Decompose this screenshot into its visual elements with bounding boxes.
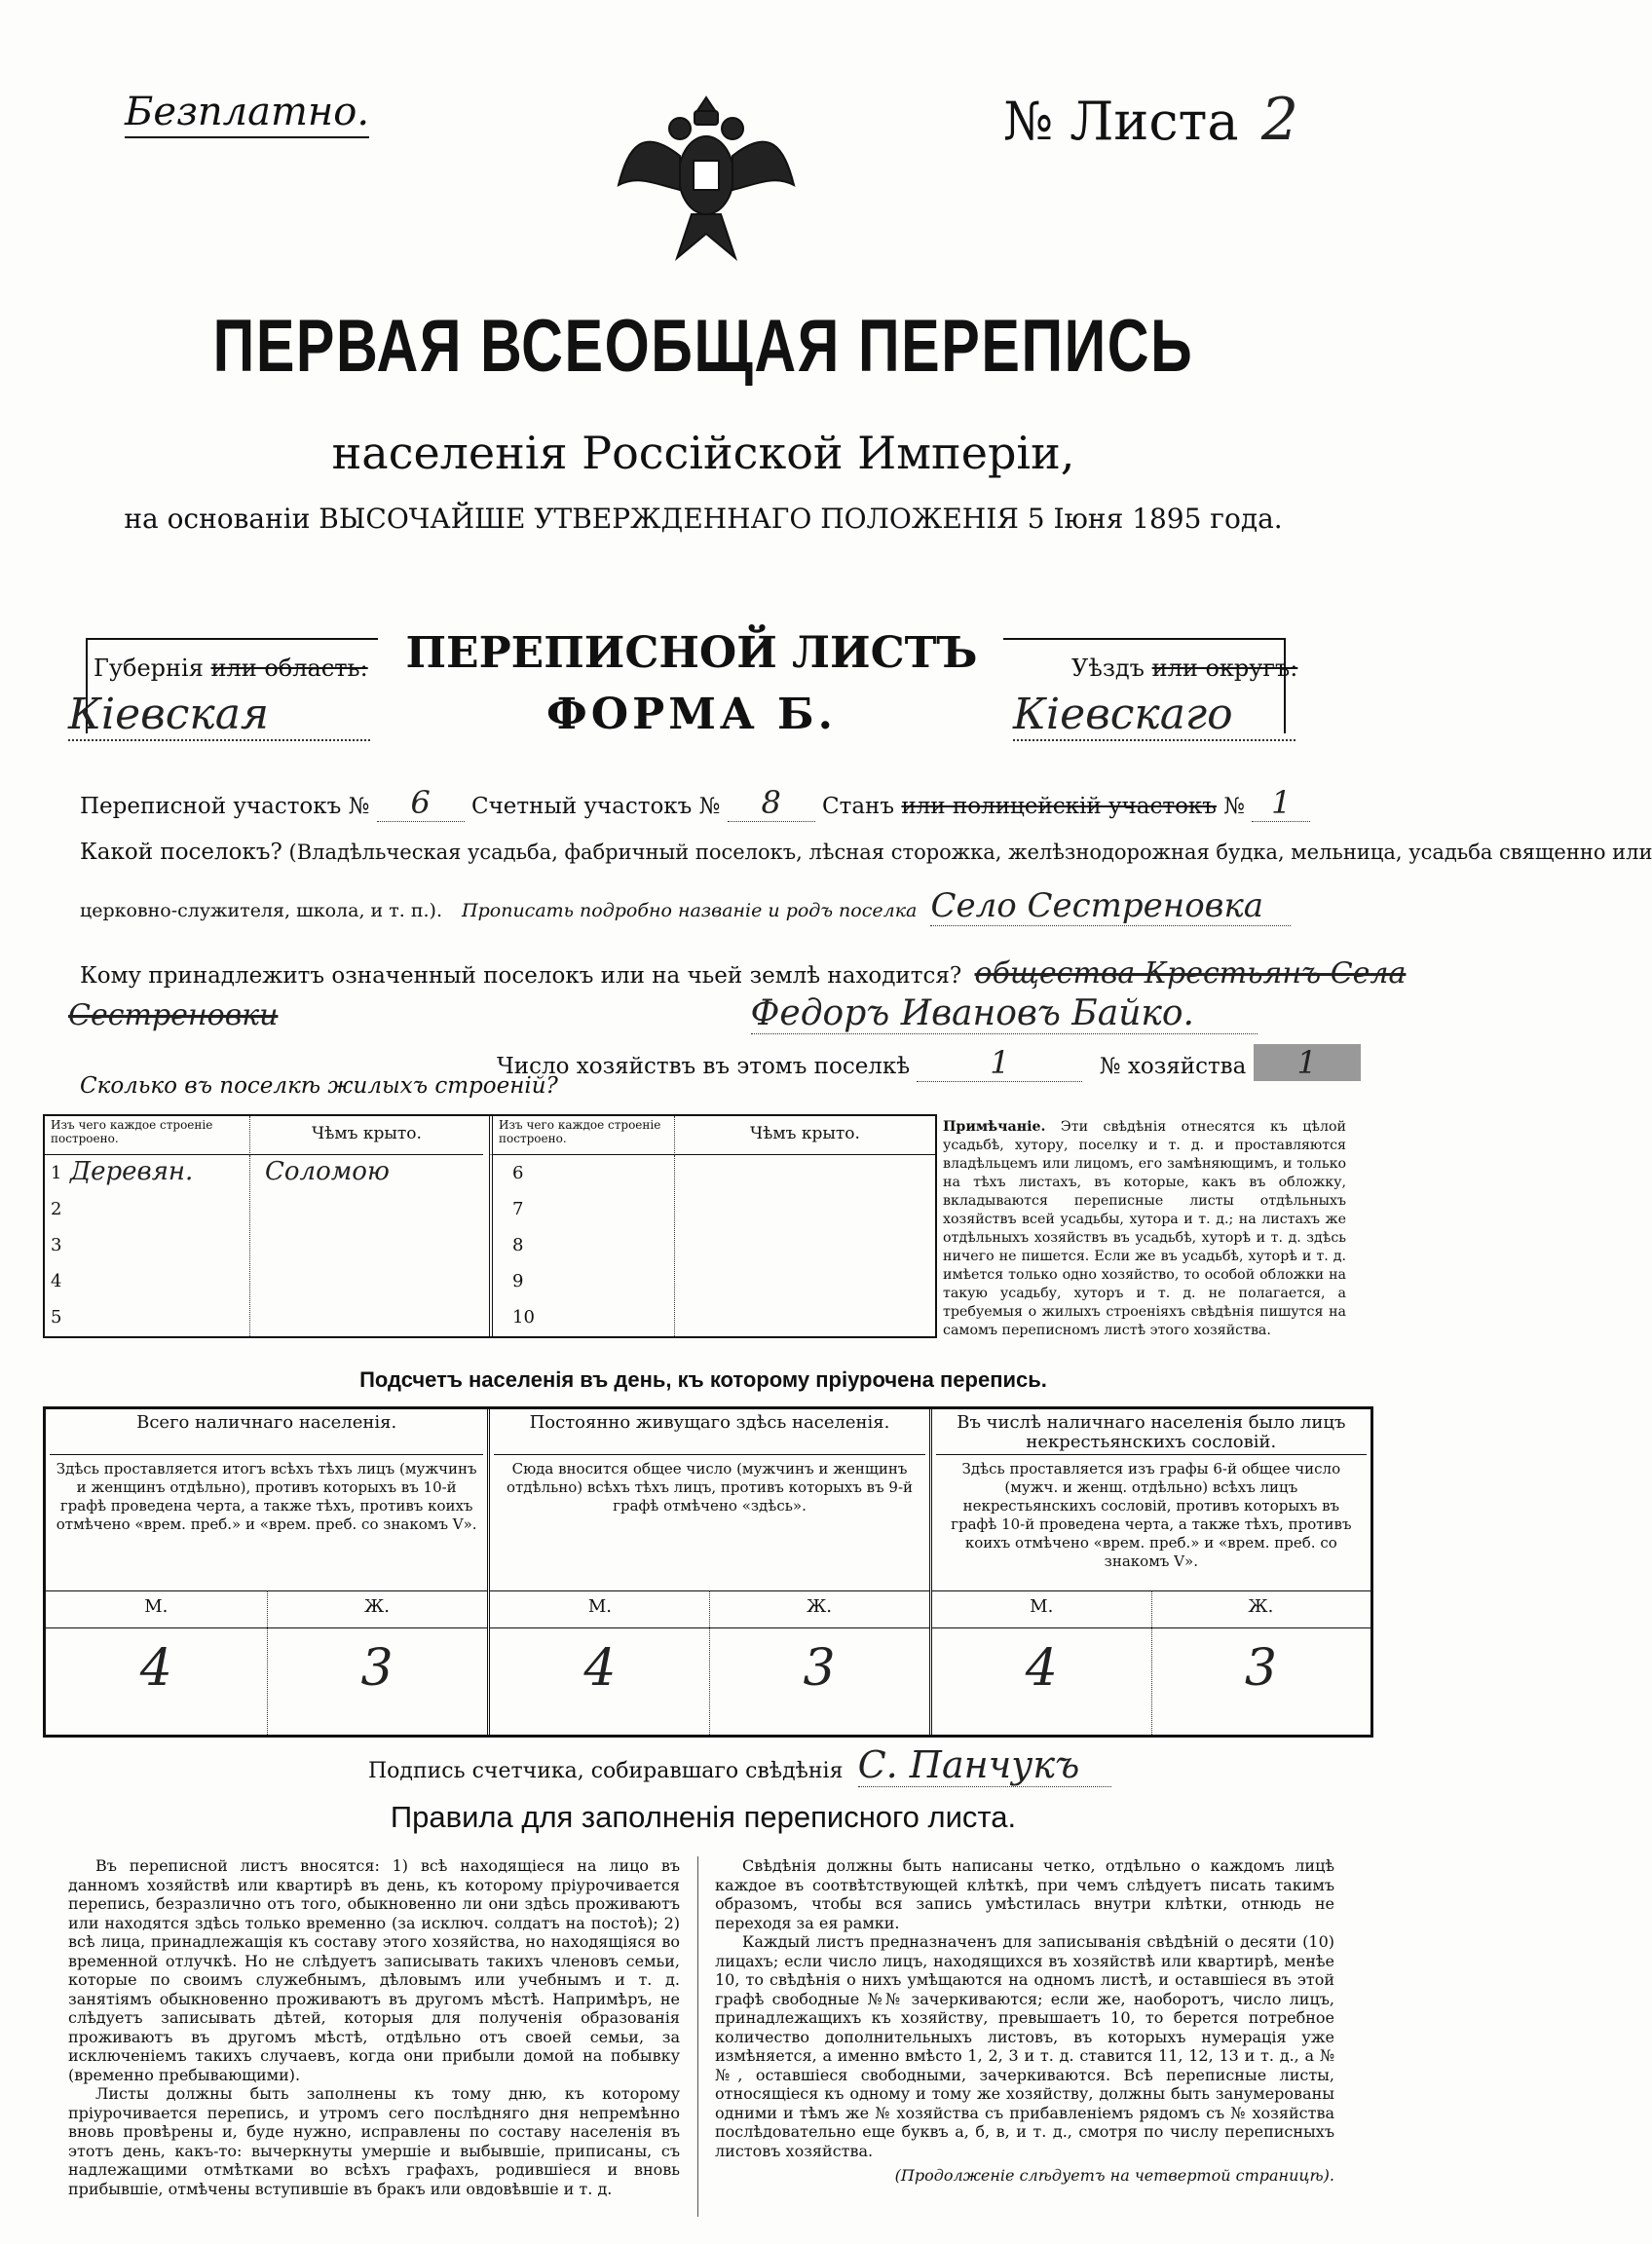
- owner-line-2: [68, 993, 1393, 1034]
- count-male-label: М.: [144, 1596, 169, 1617]
- sheet-number: [1003, 86, 1298, 154]
- owner-struck-value-2: Сестреновки: [68, 998, 279, 1032]
- eagle-emblem-icon: [604, 68, 808, 273]
- count-table: [43, 1406, 1373, 1738]
- building-row-number: 3: [51, 1235, 62, 1255]
- count-column-desc: Здѣсь проставляется итогъ всѣхъ тѣхъ лицъ (мужчинъ и женщинъ отдѣльно), противъ которыхъ въ 10-й графѣ проведена черта, а также тѣхъ, противъ коихъ отмѣчено «врем. преб.» и «врем. преб. со знакомъ V».: [56, 1460, 477, 1533]
- rules-left-para-1: Въ переписной листъ вносятся: 1) всѣ находящіеся на лицо въ данномъ хозяйствѣ или квартирѣ въ день, къ которому пріурочивается перепись, безразлично отъ того, обыкновенно ли они здѣсь проживаютъ или находятся здѣсь только временно (за исключ. солдатъ на постоѣ); 2) всѣ лица, принадлежащія къ составу этого хозяйства, но находящіяся во временной отлучкѣ. Но не слѣдуетъ записывать такихъ членовъ семьи, которые по своимъ служебнымъ, дѣловымъ или учебнымъ и т. д. занятіямъ обыкновенно проживаютъ въ другомъ мѣстѣ. Напримѣръ, не слѣдуетъ записывать дѣтей, которыя для полученія образованія проживаютъ въ другомъ мѣстѣ, отдѣльно отъ своей семьи, за исключеніемъ такихъ случаевъ, когда они прибыли домой на побывку (временно пребывающими).: [68, 1856, 680, 2084]
- uezd-label: Уѣздъ: [1071, 654, 1145, 682]
- buildings-rows-left: [45, 1155, 489, 1336]
- stan-no: №: [1223, 794, 1246, 819]
- building-roof: Соломою: [265, 1157, 390, 1186]
- buildings-table: [43, 1114, 937, 1338]
- guberniya-struck: или область:: [210, 654, 368, 682]
- census-area-label: Переписной участокъ №: [80, 794, 370, 819]
- signature-line: [368, 1743, 1111, 1787]
- settlement-hint-2: церковно-служителя, школа, и т. п.).: [80, 900, 442, 921]
- building-row-number: 8: [512, 1235, 524, 1255]
- col-material-right: Изъ чего каждое строеніе построено.: [489, 1116, 674, 1155]
- count-female-label: Ж.: [1248, 1596, 1274, 1617]
- count-male-label: М.: [587, 1596, 612, 1617]
- census-area-value: 6: [377, 784, 465, 822]
- basis-line: на основаніи ВЫСОЧАЙШЕ УТВЕРЖДЕННАГО ПОЛОЖЕНІЯ 5 Іюня 1895 года.: [124, 503, 1283, 535]
- count-column-head: Постоянно живущаго здѣсь населенія.: [529, 1412, 890, 1433]
- building-row: [45, 1263, 489, 1299]
- page-title: ПЕРВАЯ ВСЕОБЩАЯ ПЕРЕПИСЬ: [212, 305, 1194, 388]
- building-row-number: 1: [51, 1163, 62, 1183]
- uezd-field: [1071, 654, 1297, 682]
- building-row: [45, 1227, 489, 1263]
- households-value: 1: [917, 1044, 1082, 1082]
- buildings-rows-right: [493, 1155, 935, 1336]
- households-line: [497, 1044, 1361, 1082]
- households-label: Число хозяйствъ въ этомъ поселкѣ: [497, 1054, 911, 1079]
- form-subtitle: ФОРМА Б.: [546, 690, 837, 739]
- count-female-value: 3: [803, 1639, 836, 1698]
- count-area-value: 8: [728, 784, 815, 822]
- settlement-line: [80, 840, 1652, 865]
- note-text: Эти свѣдѣнія отнесятся къ цѣлой усадьбѣ, хутору, поселку и т. д. и проставляются владѣльцемъ или лицомъ, его замѣняющимъ, и только на тѣхъ листахъ, въ которые, какъ въ обложку, вкладываются переписные листы отдѣльныхъ хозяйствъ всей усадьбы, хутора и т. д.; на листахъ же отдѣльныхъ хозяйствъ въ усадьбѣ, хуторѣ и т. д. здѣсь ничего не пишется. Если же въ усадьбѣ, хуторѣ и т. д. имѣется только одно хозяйство, то особой обложки на такую усадьбу, хуторъ и т. д. не полагается, а требуемыя о жилыхъ строеніяхъ свѣдѣнія пишутся на самомъ переписномъ листѣ этого хозяйства.: [943, 1119, 1346, 1338]
- free-label: Безплатно.: [125, 90, 369, 138]
- building-row-number: 7: [512, 1199, 524, 1219]
- count-female-label: Ж.: [364, 1596, 390, 1617]
- sheet-number-label: № Листа: [1003, 91, 1239, 152]
- form-title: ПЕРЕПИСНОЙ ЛИСТЪ: [405, 628, 978, 678]
- sheet-number-value: 2: [1260, 86, 1298, 154]
- settlement-hint: (Владѣльческая усадьба, фабричный поселокъ, лѣсная сторожка, желѣзнодорожная будка, мельница, усадьба священно или: [288, 841, 1652, 864]
- building-row-number: 2: [51, 1199, 62, 1219]
- settlement-hint-italic: Прописать подробно названіе и родъ поселка: [462, 900, 918, 921]
- signature-value: С. Панчукъ: [858, 1743, 1111, 1787]
- rules-right-para-2: Каждый листъ предназначенъ для записыванія свѣдѣній о десяти (10) лицахъ; если число лицъ, находящихся въ хозяйствѣ или квартирѣ, менѣе 10, то свѣдѣнія о нихъ умѣщаются на одномъ листѣ, и оставшіеся въ этой графѣ свободные №№ зачеркиваются; если же, наоборотъ, число лицъ, принадлежащихъ къ хозяйству, превышаетъ 10, то берется потребное количество дополнительныхъ листовъ, въ которыхъ нумерація уже измѣняется, а именно вмѣсто 1, 2, 3 и т. д. ставится 11, 12, 13 и т. д., а №№, оставшіеся свободными, зачеркиваются. Всѣ переписные листы, относящіеся къ одному и тому же хозяйству, должны быть занумерованы одними и тѣмъ же № хозяйства съ прибавленіемъ рядомъ съ № хозяйства послѣдовательно еще буквъ а, б, в, и т. д., смотря по числу переписныхъ листовъ хозяйства.: [715, 1932, 1334, 2160]
- count-column-desc: Здѣсь проставляется изъ графы 6-й общее число (мужч. и женщ. отдѣльно) всѣхъ лицъ некрестьянскихъ сословій, противъ которыхъ въ графѣ 10-й проведена черта, а также тѣхъ, противъ коихъ отмѣчено «врем. преб.» и «врем. преб. со знакомъ V».: [951, 1460, 1352, 1570]
- note-label: Примѣчаніе.: [943, 1119, 1046, 1135]
- household-no-value: 1: [1254, 1044, 1361, 1081]
- page-subtitle: населенія Россійской Имперіи,: [331, 427, 1075, 479]
- signature-label: Подпись счетчика, собиравшаго свѣдѣнія: [368, 1759, 844, 1783]
- building-row: [493, 1299, 935, 1335]
- rules-right-para-1: Свѣдѣнія должны быть написаны четко, отдѣльно о каждомъ лицѣ каждое въ соотвѣтствующей клѣткѣ, при чемъ слѣдуетъ писать такимъ образомъ, чтобы вся запись умѣстилась внутри клѣтки, отнюдь не переходя за ея рамки.: [715, 1856, 1334, 1932]
- building-row: [493, 1191, 935, 1227]
- settlement-question: Какой поселокъ?: [80, 840, 282, 865]
- owner-question: Кому принадлежитъ означенный поселокъ или на чьей землѣ находится?: [80, 963, 962, 989]
- count-female-value: 3: [360, 1639, 394, 1698]
- settlement-line-2: [80, 886, 1385, 926]
- guberniya-label: Губернія: [94, 654, 204, 682]
- building-row: [493, 1263, 935, 1299]
- settlement-value: Село Сестреновка: [930, 886, 1291, 926]
- buildings-question: Сколько въ поселкѣ жилыхъ строеній?: [80, 1073, 558, 1099]
- col-roof-left: Чѣмъ крыто.: [249, 1116, 483, 1155]
- col-roof-right: Чѣмъ крыто.: [674, 1116, 935, 1155]
- stan-struck: или полицейскій участокъ: [901, 794, 1217, 819]
- uezd-struck: или округъ:: [1151, 654, 1298, 682]
- building-row: [493, 1227, 935, 1263]
- count-area-label: Счетный участокъ №: [470, 794, 721, 819]
- rules-continued: (Продолженіе слѣдуетъ на четвертой страницѣ).: [894, 2166, 1334, 2185]
- building-row: [45, 1191, 489, 1227]
- rules-left-para-2: Листы должны быть заполнены къ тому дню, къ которому пріурочивается перепись, и утромъ сего послѣдняго дня непремѣнно вновь провѣрены и, буде нужно, исправлены по составу населенія въ этотъ день, какъ-то: вычеркнуты умершіе и выбывшіе, приписаны, съ надлежащими отмѣтками во всѣхъ графахъ, родившіеся и вновь прибывшіе, отмѣчены вступившіе въ бракъ или овдовѣвшіе и т. д.: [68, 2084, 680, 2198]
- guberniya-field: [94, 654, 368, 682]
- building-row: [45, 1299, 489, 1335]
- count-female-label: Ж.: [807, 1596, 833, 1617]
- districts-line: [80, 784, 1385, 822]
- building-row-number: 6: [512, 1163, 524, 1183]
- building-row-number: 5: [51, 1307, 62, 1328]
- count-column: [929, 1409, 1370, 1735]
- rules-title: Правила для заполненія переписного листа.: [390, 1800, 1017, 1834]
- count-column-head: Въ числѣ наличнаго населенія было лицъ некрестьянскихъ сословій.: [957, 1412, 1346, 1452]
- rules-right: [715, 1856, 1334, 2186]
- count-male-value: 4: [583, 1639, 617, 1698]
- note: [943, 1118, 1346, 1340]
- building-row-number: 9: [512, 1271, 524, 1291]
- owner-line: [80, 956, 1407, 991]
- stan-label: Станъ: [822, 794, 895, 819]
- count-column: [487, 1409, 928, 1735]
- owner-struck-value: общества Крестьянъ Села: [974, 956, 1407, 991]
- household-no-label: № хозяйства: [1099, 1054, 1247, 1079]
- building-row-number: 4: [51, 1271, 62, 1291]
- rules-left: [68, 1856, 680, 2198]
- building-row: [45, 1155, 489, 1191]
- guberniya-value: Кіевская: [68, 690, 370, 741]
- count-male-label: М.: [1030, 1596, 1054, 1617]
- count-column: [46, 1409, 487, 1735]
- count-title: Подсчетъ населенія въ день, къ которому пріурочена перепись.: [359, 1367, 1047, 1392]
- count-male-value: 4: [139, 1639, 172, 1698]
- building-row-number: 10: [512, 1307, 535, 1328]
- uezd-value: Кіевскаго: [1013, 690, 1295, 741]
- count-female-value: 3: [1244, 1639, 1277, 1698]
- col-material-left: Изъ чего каждое строеніе построено.: [45, 1116, 249, 1155]
- owner-value: Федоръ Ивановъ Байко.: [751, 993, 1258, 1034]
- count-column-head: Всего наличнаго населенія.: [136, 1412, 397, 1433]
- count-male-value: 4: [1025, 1639, 1058, 1698]
- building-row: [493, 1155, 935, 1191]
- count-column-desc: Сюда вносится общее число (мужчинъ и женщинъ отдѣльно) всѣхъ тѣхъ лицъ, противъ которыхъ въ 9-й графѣ отмѣчено «здѣсь».: [506, 1460, 914, 1515]
- stan-value: 1: [1252, 784, 1310, 822]
- building-material: Деревян.: [70, 1157, 194, 1186]
